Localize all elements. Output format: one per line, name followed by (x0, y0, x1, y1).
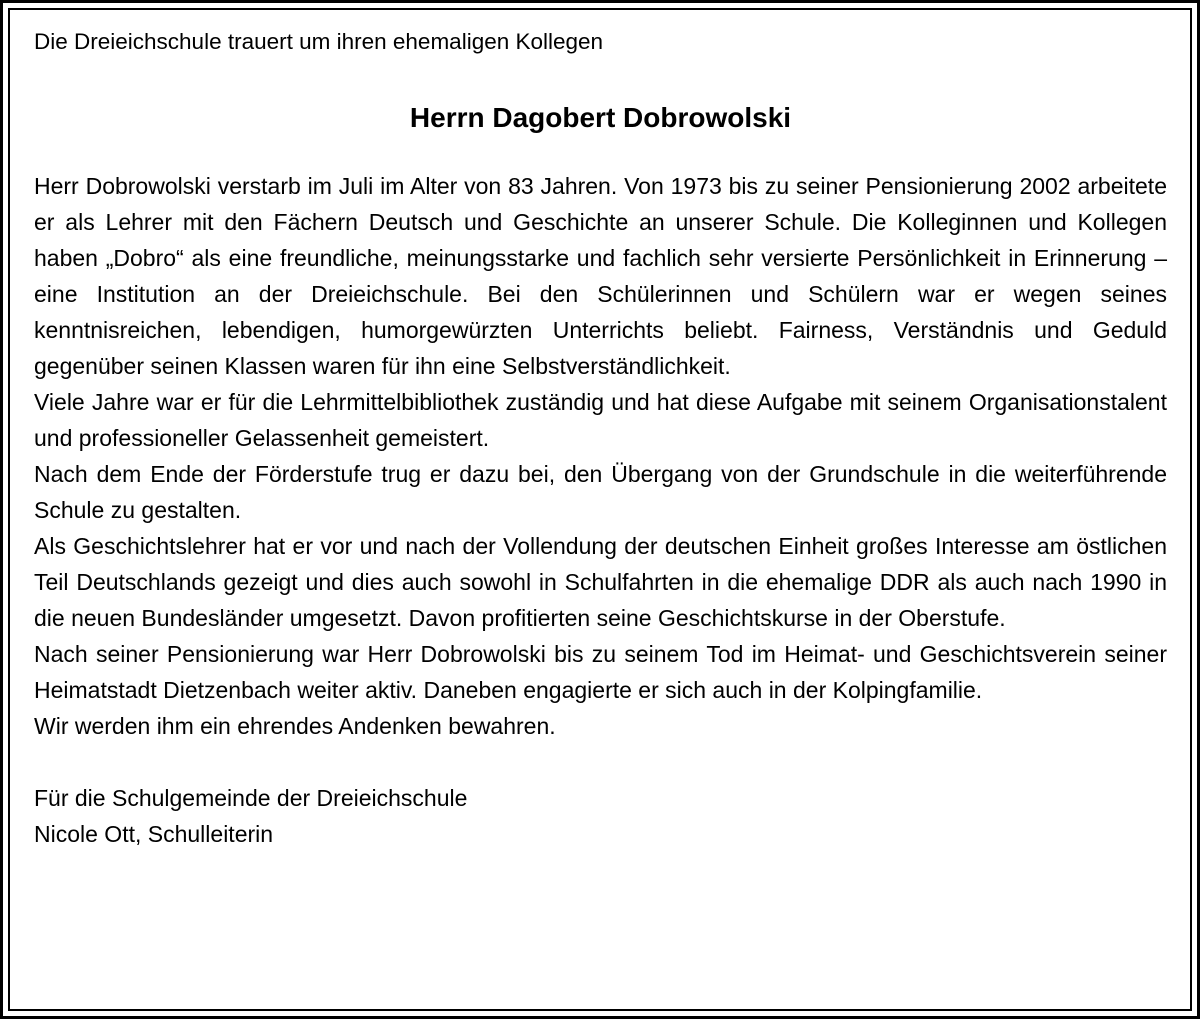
obituary-body (34, 168, 1167, 744)
paragraph-remembrance: Wir werden ihm ein ehrendes Andenken bewahren. (34, 713, 556, 739)
paragraph-retirement: Nach seiner Pensionierung war Herr Dobrowolski bis zu seinem Tod im Heimat- und Geschichtsverein seiner Heimatstadt Dietzenbach weiter aktiv. Daneben engagierte er sich auch in der Kolpingfamilie. (34, 641, 1167, 703)
signature-organization: Für die Schulgemeinde der Dreieichschule (34, 785, 468, 811)
obituary-notice (34, 24, 1167, 852)
paragraph-foerderstufe: Nach dem Ende der Förderstufe trug er dazu bei, den Übergang von der Grundschule in die weiterführende Schule zu gestalten. (34, 461, 1167, 523)
intro-line: Die Dreieichschule trauert um ihren ehemaligen Kollegen (34, 29, 604, 54)
paragraph-library: Viele Jahre war er für die Lehrmittelbibliothek zuständig und hat diese Aufgabe mit seinem Organisationstalent und professioneller Gelassenheit gemeistert. (34, 389, 1167, 451)
paragraph-career: Herr Dobrowolski verstarb im Juli im Alter von 83 Jahren. Von 1973 bis zu seiner Pensionierung 2002 arbeitete er als Lehrer mit den Fächern Deutsch und Geschichte an unserer Schule. Die Kolleginnen und Kollegen haben „Dobro“ als eine freundliche, meinungsstarke und fachlich sehr versierte Persönlichkeit in Erinnerung – eine Institution an der Dreieichschule. Bei den Schülerinnen und Schülern war er wegen seines kenntnisreichen, lebendigen, humorgewürzten Unterrichts beliebt. Fairness, Verständnis und Geduld gegenüber seinen Klassen waren für ihn eine Selbstverständlichkeit. (34, 173, 1167, 379)
deceased-name: Herrn Dagobert Dobrowolski (409, 102, 792, 133)
signature-person: Nicole Ott, Schulleiterin (34, 821, 274, 847)
paragraph-history-teacher: Als Geschichtslehrer hat er vor und nach der Vollendung der deutschen Einheit großes Interesse am östlichen Teil Deutschlands gezeigt und dies auch sowohl in Schulfahrten in die ehemalige DDR als auch nach 1990 in die neuen Bundesländer umgesetzt. Davon profitierten seine Geschichtskurse in der Oberstufe. (34, 533, 1167, 631)
signature-block (34, 780, 1167, 852)
